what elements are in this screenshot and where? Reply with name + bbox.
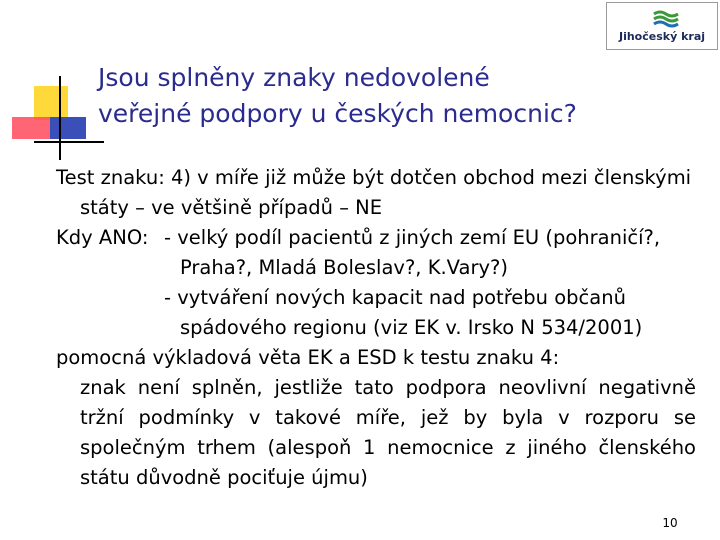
kdy-ano-item-2: - vytváření nových kapacit nad potřebu občanů spádového regionu (viz EK v. Irsko N 534/2001) (164, 286, 643, 339)
title-line-2: veřejné podpory u českých nemocnic? (98, 99, 577, 128)
kdy-ano-item-1: - velký podíl pacientů z jiných zemí EU (pohraničí?, Praha?, Mladá Boleslav?, K.Vary?) (164, 226, 661, 279)
paragraph-pomocna-veta: pomocná výkladová věta EK a ESD k testu znaku 4: (56, 346, 560, 369)
logo-text: Jihočeský kraj (618, 30, 706, 43)
paragraph-znak-neni-splnen: znak není splněn, jestliže tato podpora neovlivní negativně tržní podmínky v takové míře, jež by byla v rozporu se společným trhem (alespoň 1 nemocnice z jiného členského státu důvodně pociťuje újmu) (80, 376, 696, 489)
decor-horizontal-line (34, 141, 104, 143)
jihocesky-kraj-logo (606, 2, 718, 50)
decor-yellow-square (34, 86, 68, 120)
title-line-1: Jsou splněny znaky nedovolené (98, 63, 490, 92)
page-number: 10 (662, 516, 678, 530)
logo-waves-icon (653, 10, 679, 28)
kdy-ano-label: Kdy ANO: (56, 226, 149, 249)
slide-body (56, 163, 696, 493)
paragraph-test-znaku: Test znaku: 4) v míře již může být dotčen obchod mezi členskými státy – ve většině případů – NE (56, 166, 692, 219)
decor-red-rectangle (12, 117, 52, 139)
decor-vertical-line (59, 76, 61, 160)
slide-title (98, 60, 658, 132)
decor-blue-rectangle (50, 117, 86, 139)
